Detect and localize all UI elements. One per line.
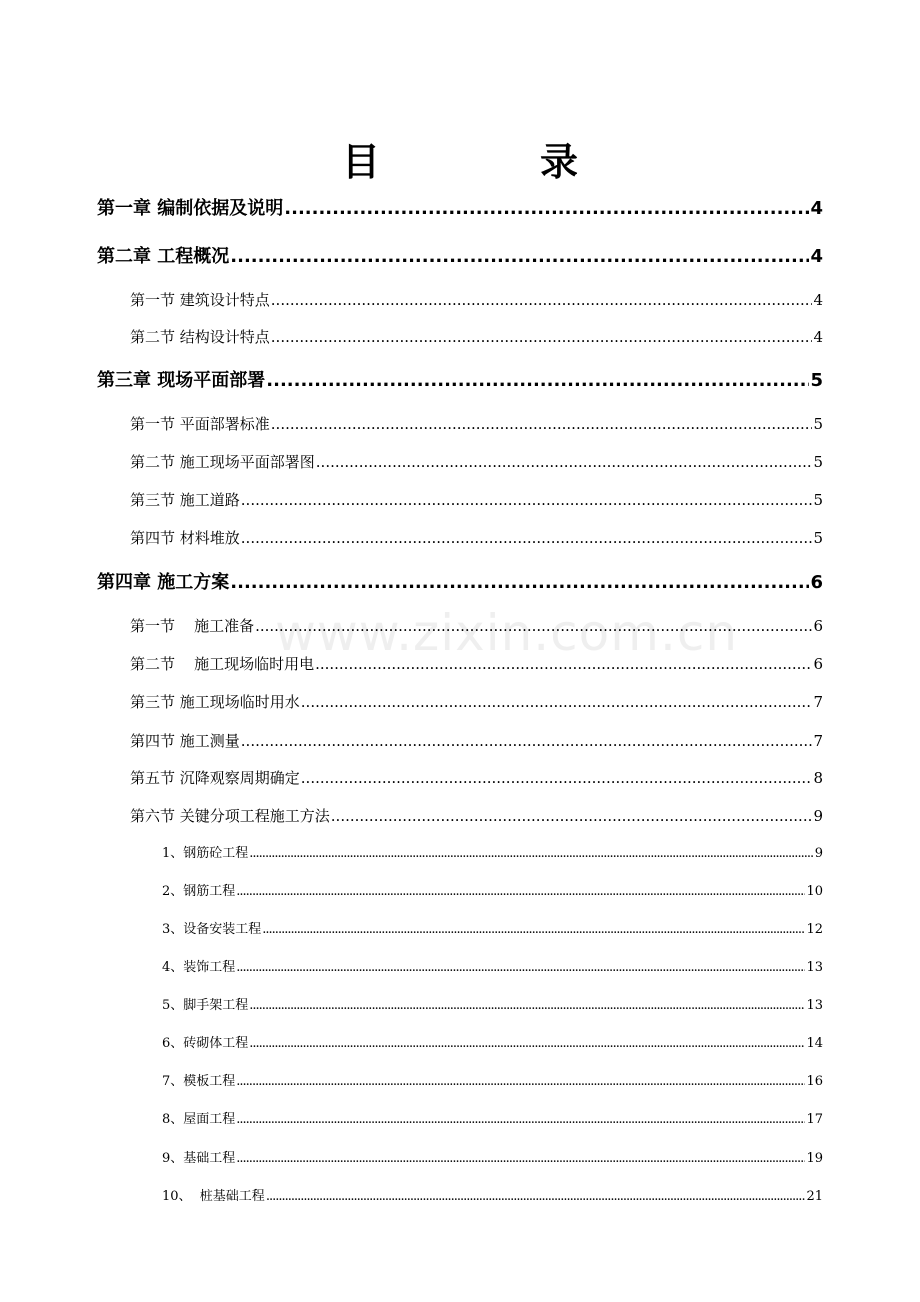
toc-chapter-3[interactable] [97,369,823,393]
toc-label: 3、设备安装工程 [162,922,262,937]
toc-leader [236,883,805,901]
toc-label: 第三章 现场平面部署 [97,370,266,391]
toc-label: 5、脚手架工程 [162,998,249,1013]
toc-label: 第三节 施工现场临时用水 [130,693,300,711]
toc-label: 1、钢筋砼工程 [162,846,249,861]
toc-leader [271,290,813,310]
toc-label: 10、 桩基础工程 [162,1189,265,1204]
toc-section[interactable] [130,452,823,472]
toc-item[interactable] [162,1150,823,1168]
toc-item[interactable] [162,921,823,939]
toc-label: 6、砖砌体工程 [162,1036,249,1051]
toc-item[interactable] [162,959,823,977]
toc-leader [316,452,813,472]
toc-leader [331,806,813,826]
title-char-2: 录 [540,140,579,184]
toc-page: 5 [810,370,823,391]
toc-chapter-1[interactable] [97,197,823,221]
toc-page: 7 [813,732,823,750]
toc-leader [236,1111,805,1129]
toc-leader [249,845,813,863]
toc-section[interactable] [130,768,823,788]
toc-label: 7、模板工程 [162,1074,236,1089]
toc-leader [262,921,805,939]
toc-leader [230,571,809,595]
toc-section[interactable] [130,414,823,434]
toc-label: 第四节 施工测量 [130,732,240,750]
toc-label: 第二节 施工现场平面部署图 [130,453,315,471]
toc-section[interactable] [130,327,823,347]
toc-item[interactable] [162,845,823,863]
toc-page: 19 [806,1151,823,1166]
toc-item[interactable] [162,1111,823,1129]
toc-page: 13 [806,960,823,975]
toc-leader [230,245,809,269]
toc-label: 第一节 平面部署标准 [130,415,270,433]
toc-label: 9、基础工程 [162,1151,236,1166]
page-title [0,138,920,186]
toc-label: 第一节 建筑设计特点 [130,291,270,309]
toc-section[interactable] [130,806,823,826]
toc-leader [241,731,813,751]
toc-label: 第四节 材料堆放 [130,529,240,547]
toc-page: 16 [806,1074,823,1089]
toc-label: 2、钢筋工程 [162,884,236,899]
toc-page: 4 [810,246,823,267]
toc-item[interactable] [162,883,823,901]
toc-section[interactable] [130,616,823,636]
toc-page: 6 [810,572,823,593]
toc-leader [236,1073,805,1091]
toc-label: 第四章 施工方案 [97,572,230,593]
toc-chapter-4[interactable] [97,571,823,595]
toc-label: 第五节 沉降观察周期确定 [130,769,300,787]
toc-section[interactable] [130,528,823,548]
toc-page: 5 [813,415,823,433]
toc-section[interactable] [130,692,823,712]
toc-page: 4 [813,328,823,346]
toc-item[interactable] [162,997,823,1015]
toc-page: 9 [813,807,823,825]
toc-leader [301,692,813,712]
toc-leader [236,1150,805,1168]
toc-chapter-2[interactable] [97,245,823,269]
toc-leader [266,1188,806,1206]
toc-item[interactable] [162,1188,823,1206]
toc-label: 8、屋面工程 [162,1112,236,1127]
toc-page: 8 [813,769,823,787]
toc-section[interactable] [130,654,823,674]
toc-leader [315,654,812,674]
toc-page: 13 [806,998,823,1013]
toc-section[interactable] [130,490,823,510]
toc-label: 第二节 结构设计特点 [130,328,270,346]
toc-page: 7 [813,693,823,711]
toc-leader [284,197,809,221]
toc-leader [301,768,813,788]
toc-page: 17 [806,1112,823,1127]
toc-page: 14 [806,1036,823,1051]
toc-item[interactable] [162,1073,823,1091]
toc-leader [236,959,805,977]
toc-leader [271,414,813,434]
toc-leader [241,528,813,548]
toc-leader [266,369,809,393]
toc-label: 第一节 施工准备 [130,617,255,635]
toc-page: 5 [813,491,823,509]
toc-page: 21 [806,1189,823,1204]
toc-page: 4 [813,291,823,309]
toc-page: 12 [806,922,823,937]
watermark: www.zixin.com.cn [275,604,739,662]
toc-page: 9 [814,846,823,861]
toc-leader [255,616,812,636]
toc-leader [271,327,813,347]
toc-label: 第三节 施工道路 [130,491,240,509]
toc-leader [249,1035,805,1053]
toc-page: 5 [813,453,823,471]
toc-page: 10 [806,884,823,899]
toc-label: 4、装饰工程 [162,960,236,975]
title-char-1: 目 [341,140,380,184]
toc-label: 第二章 工程概况 [97,246,230,267]
toc-label: 第一章 编制依据及说明 [97,198,284,219]
toc-leader [249,997,805,1015]
toc-page: 5 [813,529,823,547]
toc-page: 4 [810,198,823,219]
toc-label: 第六节 关键分项工程施工方法 [130,807,330,825]
toc-item[interactable] [162,1035,823,1053]
toc-leader [241,490,813,510]
toc-section[interactable] [130,731,823,751]
toc-section[interactable] [130,290,823,310]
toc-label: 第二节 施工现场临时用电 [130,655,315,673]
toc-page: 6 [813,617,823,635]
toc-page: 6 [813,655,823,673]
